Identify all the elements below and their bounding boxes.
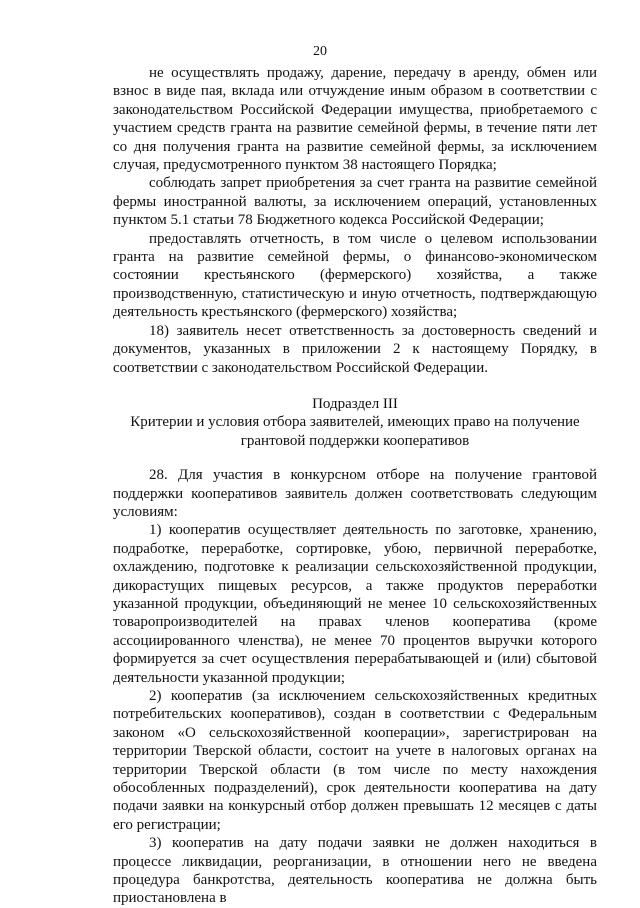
page-number: 20 (313, 44, 327, 59)
paragraph: предоставлять отчетность, в том числе о целевом использовании гранта на развитие семейной фермы, о финансово-экономическом состоянии крестьянского (фермерского) хозяйства, а также производственную, статистическую и иную отчетность, подтверждающую деятельность крестьянского (фермерского) хозяйства; (113, 230, 597, 321)
spacer (113, 450, 597, 466)
section-title: Критерии и условия отбора заявителей, имеющих право на получение грантовой поддержки кооперативов (130, 414, 580, 449)
paragraph: 1) кооператив осуществляет деятельность по заготовке, хранению, подработке, переработке, сортировке, убою, первичной переработке, охлаждению, подготовке к реализации сельскохозяйственной продукции, дикорастущих пищевых ресурсов, а также продуктов переработки указанной продукции, объединяющий не менее 10 сельскохозяйственных товаропроизводителей на правах членов кооператива (кроме ассоциированного членства), не менее 70 процентов выручки которого формируется за счет осуществления перерабатывающей и (или) сбытовой деятельности указанной продукции; (113, 522, 597, 686)
paragraph: 18) заявитель несет ответственность за достоверность сведений и документов, указанных в приложении 2 к настоящему Порядку, в соответствии с законодательством Российской Федерации. (113, 322, 597, 376)
section-heading: Подраздел III (312, 395, 398, 412)
paragraph: 2) кооператив (за исключением сельскохозяйственных кредитных потребительских кооперативов), создан в соответствии с Федеральным законом «О сельскохозяйственной кооперации», зарегистрирован на территории Тверской области, состоит на учете в налоговых органах на территории Тверской области (в том числе по месту нахождения обособленных подразделений), срок деятельности кооператива на дату подачи заявки на конкурсный отбор должен превышать 12 месяцев с даты его регистрации; (113, 688, 597, 833)
document-body (113, 64, 597, 908)
spacer (113, 377, 597, 395)
paragraph: 3) кооператив на дату подачи заявки не должен находиться в процессе ликвидации, реорганизации, в отношении него не введена процедура банкротства, деятельность кооператива не должна быть приостановлена в (113, 835, 597, 907)
paragraph: не осуществлять продажу, дарение, передачу в аренду, обмен или взнос в виде пая, вклада или отчуждение иным образом в соответствии с законодательством Российской Федерации имущества, приобретаемого с участием средств гранта на развитие семейной фермы, в течение пяти лет со дня получения гранта на развитие семейной фермы, за исключением случая, предусмотренного пунктом 38 настоящего Порядка; (113, 65, 597, 174)
paragraph: соблюдать запрет приобретения за счет гранта на развитие семейной фермы иностранной валюты, за исключением операций, установленных пунктом 5.1 статьи 78 Бюджетного кодекса Российской Федерации; (113, 175, 597, 229)
paragraph: 28. Для участия в конкурсном отборе на получение грантовой поддержки кооперативов заявитель должен соответствовать следующим условиям: (113, 467, 597, 520)
